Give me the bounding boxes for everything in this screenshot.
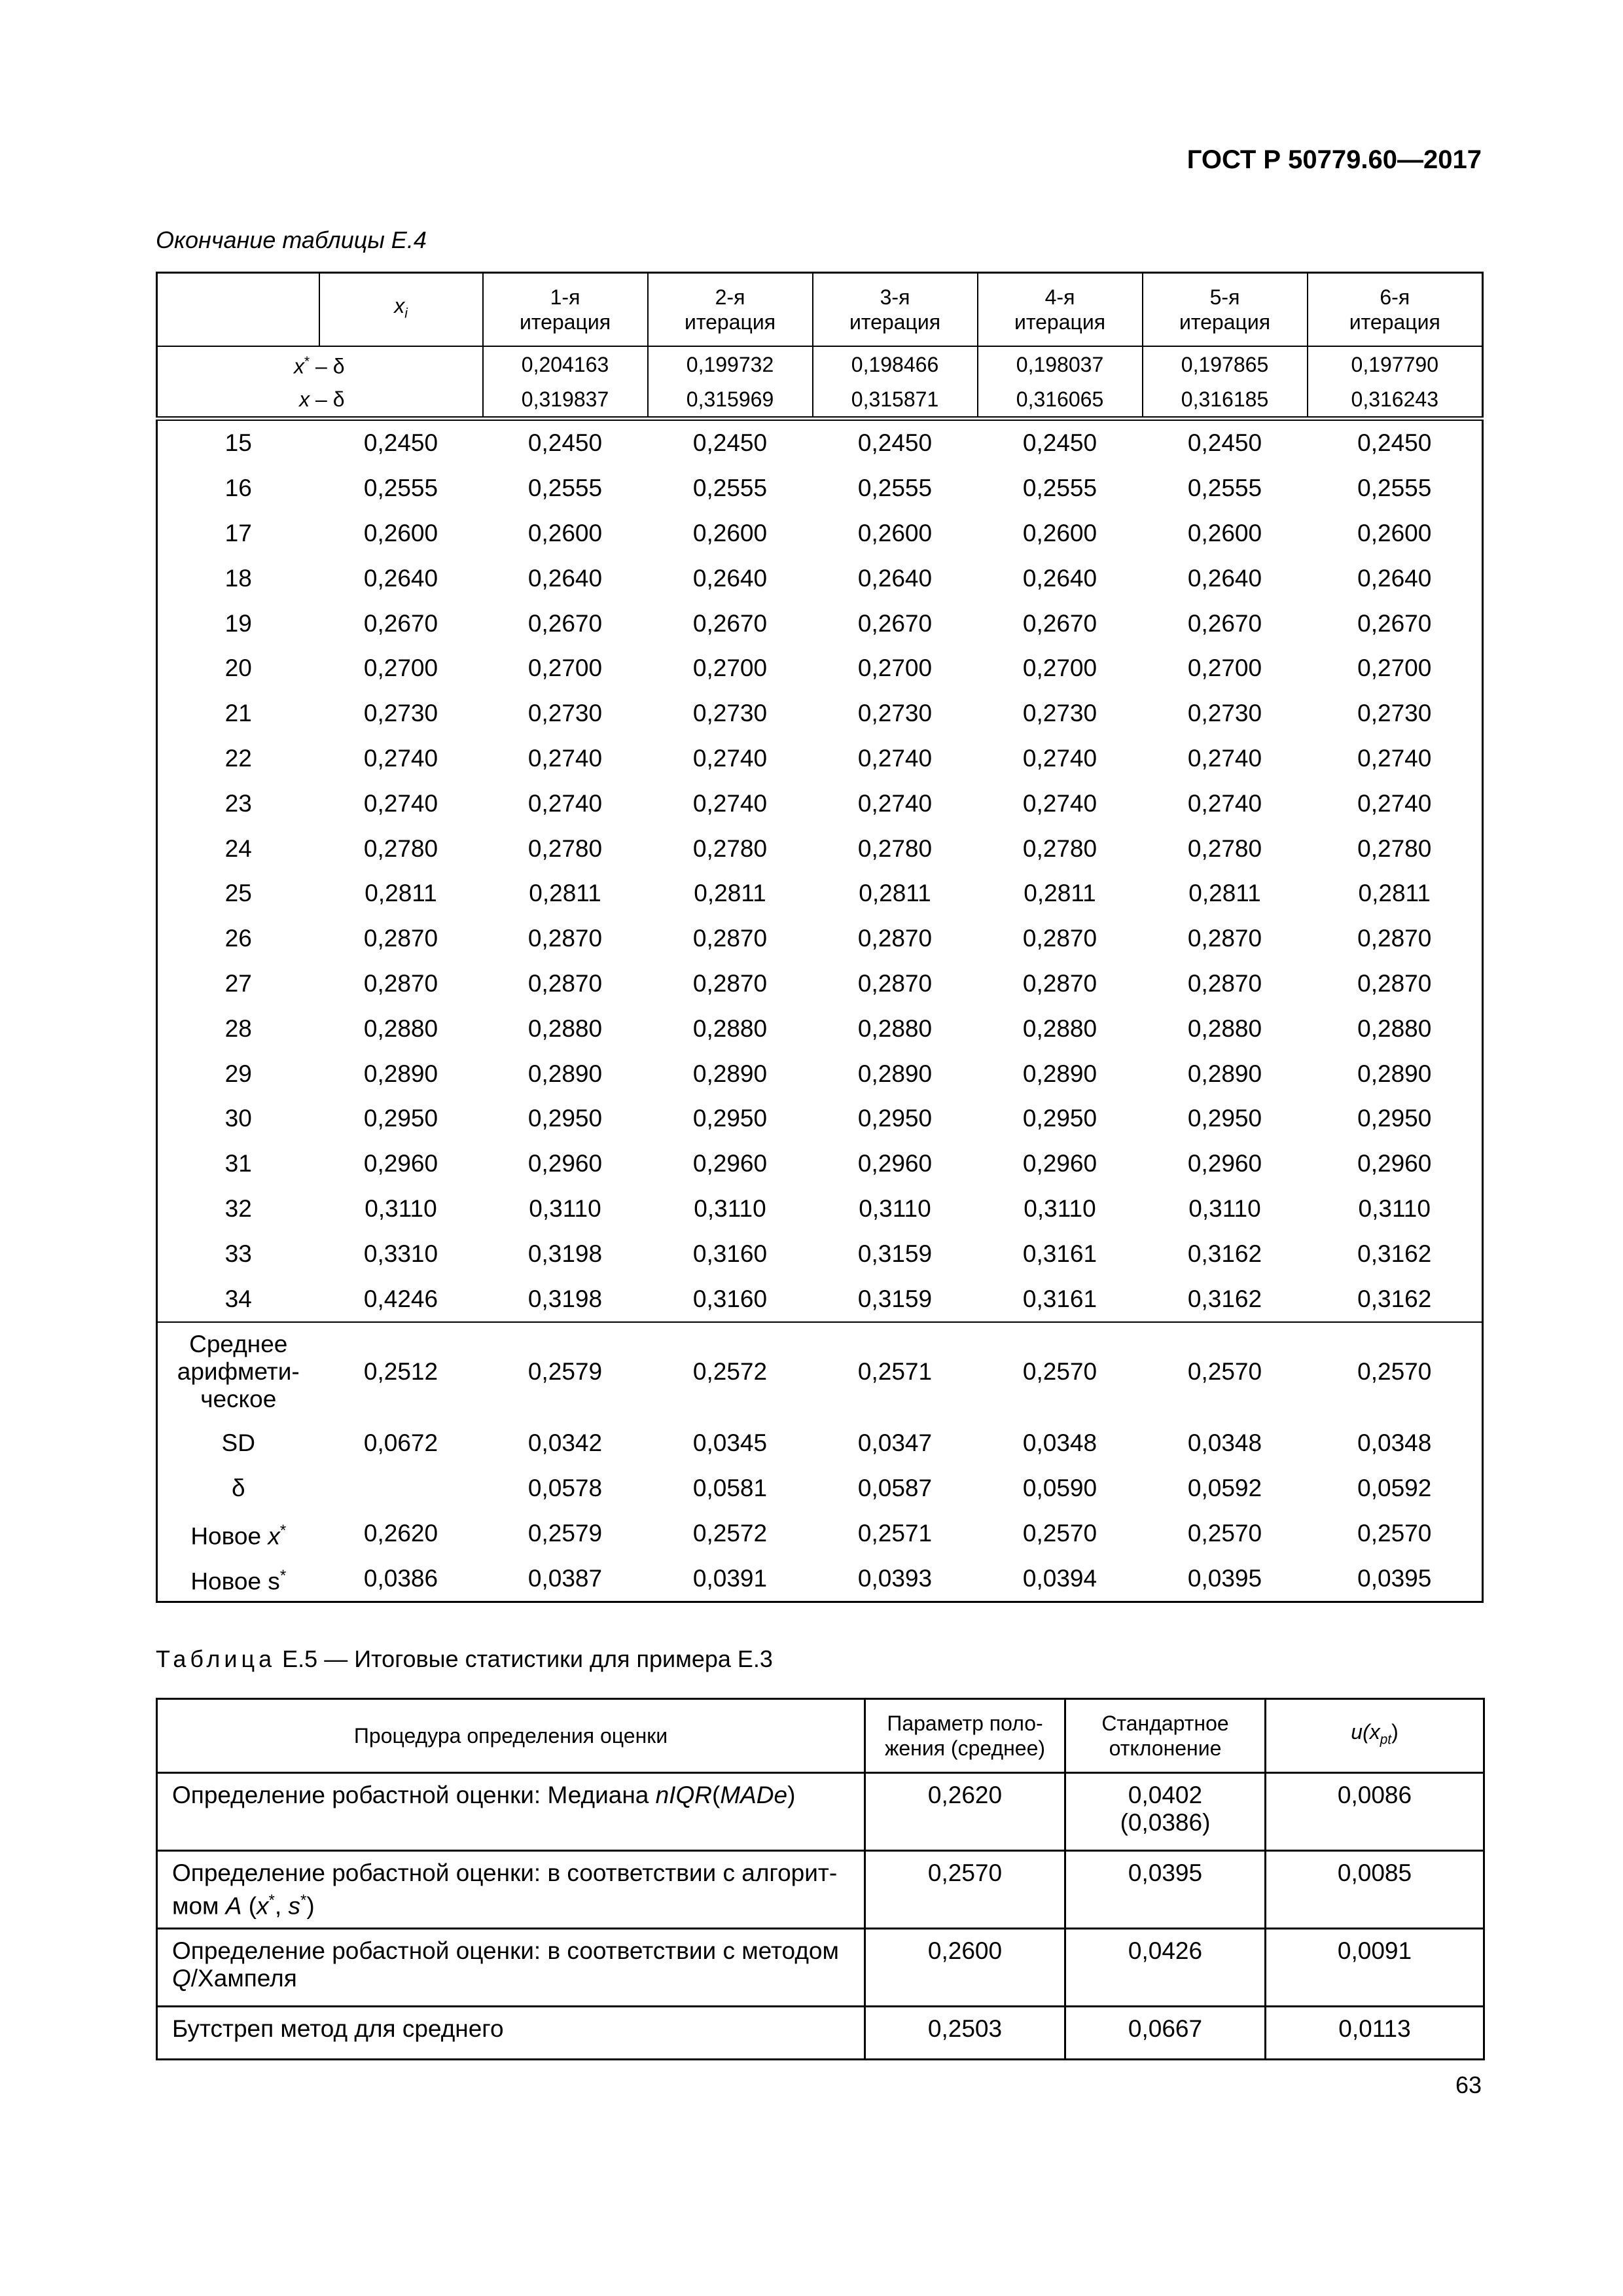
value-cell: 0,3198 <box>527 1240 603 1267</box>
value-cell: 0,2870 <box>1022 925 1097 952</box>
summary-value: 0,2571 <box>813 1322 978 1421</box>
summary-value: 0,0347 <box>857 1429 933 1457</box>
summary-row-new-s <box>157 1556 1483 1602</box>
row-index-cell: 31 <box>224 1150 252 1177</box>
value-cell: 0,3162 <box>1187 1240 1262 1267</box>
table-row <box>157 691 1483 736</box>
table-row <box>157 419 1483 466</box>
value-cell: 0,2700 <box>1187 655 1262 682</box>
value-cell: 0,2670 <box>692 609 768 637</box>
row-index-cell: 20 <box>224 655 252 682</box>
procedure-cell: Бутстреп метод для среднего <box>157 2007 865 2060</box>
table-row <box>157 781 1483 826</box>
summary-value: 0,0345 <box>692 1429 768 1457</box>
value-cell: 0,2555 <box>363 475 438 502</box>
value-cell: 0,2740 <box>527 789 603 817</box>
summary-value: 0,2620 <box>363 1519 438 1547</box>
value-cell: 0,2780 <box>1022 834 1097 862</box>
value-cell: 0,2700 <box>857 655 933 682</box>
delta-value: 0,316185 <box>1143 382 1308 419</box>
table-row <box>157 511 1483 556</box>
sd-cell: 0,0402 (0,0386) <box>1065 1773 1266 1851</box>
summary-row-mean <box>157 1322 1483 1421</box>
header-blank <box>157 273 319 347</box>
summary-label: Среднее арифмети- ческое <box>157 1322 319 1421</box>
value-cell: 0,2600 <box>692 519 768 547</box>
row-index-cell: 23 <box>224 789 252 817</box>
value-cell: 0,3110 <box>1024 1194 1096 1222</box>
value-cell: 0,2890 <box>1187 1060 1262 1087</box>
table-row <box>157 646 1483 691</box>
value-cell: 0,2555 <box>857 475 933 502</box>
table-row <box>157 871 1483 916</box>
delta-value: 0,315871 <box>813 382 978 419</box>
summary-value: 0,0342 <box>527 1429 603 1457</box>
header-location: Параметр поло- жения (среднее) <box>865 1699 1065 1773</box>
procedure-cell: Определение робастной оценки: в соответствии с алгорит- мом A (x*, s*) <box>157 1851 865 1929</box>
delta-value: 0,319837 <box>483 382 648 419</box>
value-cell: 0,2740 <box>1022 744 1097 772</box>
summary-row-sd <box>157 1421 1483 1466</box>
header-iter-5: 5-я итерация <box>1143 273 1308 347</box>
value-cell: 0,2640 <box>1187 564 1262 592</box>
value-cell: 0,2811 <box>1358 880 1431 907</box>
row-index-cell: 24 <box>224 834 252 862</box>
row-index-cell: 19 <box>224 609 252 637</box>
value-cell: 0,2640 <box>1022 564 1097 592</box>
summary-value: 0,2571 <box>857 1519 933 1547</box>
header-u: $u(x_{pt})$ <box>1266 1699 1484 1773</box>
u-cell: 0,0113 <box>1266 2007 1484 2060</box>
summary-value: 0,0391 <box>692 1564 768 1592</box>
value-cell: 0,2880 <box>1187 1014 1262 1042</box>
delta-value: 0,197865 <box>1143 346 1308 382</box>
table-row <box>157 961 1483 1007</box>
value-cell: 0,2730 <box>1357 700 1432 727</box>
value-cell: 0,2640 <box>692 564 768 592</box>
value-cell: 0,2890 <box>1022 1060 1097 1087</box>
value-cell: 0,2600 <box>1357 519 1432 547</box>
delta-value: 0,316243 <box>1308 382 1483 419</box>
delta-value: 0,316065 <box>978 382 1143 419</box>
value-cell: 0,2730 <box>527 700 603 727</box>
summary-value: 0,2572 <box>648 1322 813 1421</box>
summary-value: 0,0578 <box>527 1475 603 1502</box>
procedure-cell: Определение робастной оценки: Медиана nIQR(MADe) <box>157 1773 865 1851</box>
value-cell: 0,2670 <box>1357 609 1432 637</box>
delta-value: 0,204163 <box>483 346 648 382</box>
table-row <box>157 916 1483 961</box>
value-cell: 0,2740 <box>1187 744 1262 772</box>
value-cell: 0,2740 <box>363 789 438 817</box>
procedure-cell: Определение робастной оценки: в соответствии с методом Q/Хампеля <box>157 1929 865 2007</box>
value-cell: 0,2700 <box>363 655 438 682</box>
summary-value: 0,0581 <box>692 1475 768 1502</box>
table-e5-caption: Таблица Е.5 — Итоговые статистики для примера Е.3 <box>156 1645 773 1672</box>
value-cell: 0,3110 <box>1188 1194 1261 1222</box>
value-cell: 0,2780 <box>363 834 438 862</box>
value-cell: 0,3159 <box>857 1240 933 1267</box>
sd-cell: 0,0667 <box>1065 2007 1266 2060</box>
value-cell: 0,3310 <box>363 1240 438 1267</box>
header-iter-1: 1-я итерация <box>483 273 648 347</box>
value-cell: 0,2870 <box>1357 925 1432 952</box>
table-row <box>157 1006 1483 1051</box>
value-cell: 0,2890 <box>363 1060 438 1087</box>
header-iter-4: 4-я итерация <box>978 273 1143 347</box>
summary-value: 0,0387 <box>527 1564 603 1592</box>
value-cell: 0,2670 <box>363 609 438 637</box>
value-cell: 0,2811 <box>1188 880 1261 907</box>
value-cell: 0,2880 <box>692 1014 768 1042</box>
table-row <box>157 1773 1484 1851</box>
header-procedure: Процедура определения оценки <box>157 1699 865 1773</box>
summary-value <box>319 1466 483 1511</box>
location-cell: 0,2600 <box>865 1929 1065 2007</box>
value-cell: 0,2730 <box>1022 700 1097 727</box>
table-row <box>157 1231 1483 1276</box>
location-cell: 0,2570 <box>865 1851 1065 1929</box>
value-cell: 0,2960 <box>692 1150 768 1177</box>
summary-value: 0,0348 <box>1357 1429 1432 1457</box>
summary-label: Новое x* <box>190 1521 287 1550</box>
summary-value: 0,2579 <box>483 1322 648 1421</box>
value-cell: 0,2960 <box>857 1150 933 1177</box>
value-cell: 0,2670 <box>527 609 603 637</box>
value-cell: 0,2950 <box>1022 1105 1097 1132</box>
value-cell: 0,2780 <box>1357 834 1432 862</box>
row-index-cell: 28 <box>224 1014 252 1042</box>
value-cell: 0,2555 <box>527 475 603 502</box>
table-row <box>157 826 1483 871</box>
value-cell: 0,2740 <box>857 789 933 817</box>
value-cell: 0,2670 <box>1022 609 1097 637</box>
summary-value: 0,0348 <box>1187 1429 1262 1457</box>
value-cell: 0,2555 <box>692 475 768 502</box>
header-iter-2: 2-я итерация <box>648 273 813 347</box>
value-cell: 0,2811 <box>694 880 766 907</box>
row-index-cell: 17 <box>224 519 252 547</box>
value-cell: 0,3110 <box>1358 1194 1431 1222</box>
location-cell: 0,2503 <box>865 2007 1065 2060</box>
value-cell: 0,2870 <box>857 925 933 952</box>
value-cell: 0,3162 <box>1187 1285 1262 1312</box>
table-row <box>157 1141 1483 1187</box>
value-cell: 0,2950 <box>363 1105 438 1132</box>
value-cell: 0,2880 <box>1357 1014 1432 1042</box>
sd-cell: 0,0426 <box>1065 1929 1266 2007</box>
table-row <box>157 2007 1484 2060</box>
value-cell: 0,2880 <box>363 1014 438 1042</box>
summary-value: 0,2579 <box>527 1519 603 1547</box>
summary-label: SD <box>221 1429 255 1457</box>
page-number: 63 <box>1455 2072 1482 2098</box>
delta-value: 0,198466 <box>813 346 978 382</box>
value-cell: 0,2730 <box>692 700 768 727</box>
table-row <box>157 1051 1483 1096</box>
delta-label: x – δ <box>157 382 483 419</box>
value-cell: 0,2950 <box>1187 1105 1262 1132</box>
value-cell: 0,3159 <box>857 1285 933 1312</box>
value-cell: 0,2870 <box>527 925 603 952</box>
value-cell: 0,2811 <box>1024 880 1096 907</box>
value-cell: 0,2740 <box>857 744 933 772</box>
value-cell: 0,2450 <box>692 429 768 457</box>
table-row <box>157 1096 1483 1141</box>
value-cell: 0,3161 <box>1022 1240 1097 1267</box>
delta-value: 0,315969 <box>648 382 813 419</box>
value-cell: 0,3162 <box>1357 1240 1432 1267</box>
summary-value: 0,0393 <box>857 1564 933 1592</box>
value-cell: 0,2450 <box>1357 429 1432 457</box>
value-cell: 0,2870 <box>527 969 603 997</box>
value-cell: 0,2950 <box>857 1105 933 1132</box>
value-cell: 0,2640 <box>363 564 438 592</box>
value-cell: 0,2740 <box>1022 789 1097 817</box>
value-cell: 0,2740 <box>527 744 603 772</box>
value-cell: 0,2450 <box>1187 429 1262 457</box>
row-index-cell: 16 <box>224 475 252 502</box>
value-cell: 0,2780 <box>692 834 768 862</box>
value-cell: 0,2811 <box>859 880 931 907</box>
delta-row-upper <box>157 382 1483 419</box>
value-cell: 0,2950 <box>692 1105 768 1132</box>
value-cell: 0,2870 <box>857 969 933 997</box>
value-cell: 0,3110 <box>859 1194 931 1222</box>
row-index-cell: 29 <box>224 1060 252 1087</box>
value-cell: 0,2811 <box>365 880 437 907</box>
value-cell: 0,2960 <box>527 1150 603 1177</box>
value-cell: 0,2780 <box>527 834 603 862</box>
value-cell: 0,3160 <box>692 1240 768 1267</box>
value-cell: 0,2870 <box>363 925 438 952</box>
summary-value: 0,0395 <box>1187 1564 1262 1592</box>
value-cell: 0,2811 <box>529 880 601 907</box>
row-index-cell: 32 <box>224 1194 252 1222</box>
value-cell: 0,2730 <box>857 700 933 727</box>
value-cell: 0,2600 <box>363 519 438 547</box>
standard-designation: ГОСТ Р 50779.60—2017 <box>1186 145 1482 174</box>
summary-label: Новое s* <box>190 1566 287 1594</box>
summary-value: 0,2512 <box>319 1322 483 1421</box>
table-row <box>157 1276 1483 1322</box>
value-cell: 0,2780 <box>1187 834 1262 862</box>
summary-value: 0,0590 <box>1022 1475 1097 1502</box>
summary-value: 0,0592 <box>1187 1475 1262 1502</box>
value-cell: 0,2960 <box>1357 1150 1432 1177</box>
value-cell: 0,2600 <box>1187 519 1262 547</box>
delta-value: 0,199732 <box>648 346 813 382</box>
row-index-cell: 26 <box>224 925 252 952</box>
value-cell: 0,2960 <box>1187 1150 1262 1177</box>
table-row <box>157 601 1483 646</box>
header-xi: $x_i$ <box>319 273 483 347</box>
u-cell: 0,0091 <box>1266 1929 1484 2007</box>
row-index-cell: 33 <box>224 1240 252 1267</box>
value-cell: 0,2740 <box>1357 744 1432 772</box>
table-e4-caption: Окончание таблицы Е.4 <box>156 226 427 253</box>
value-cell: 0,2870 <box>1187 969 1262 997</box>
value-cell: 0,2890 <box>857 1060 933 1087</box>
summary-value: 0,2572 <box>692 1519 768 1547</box>
summary-value: 0,0386 <box>363 1564 438 1592</box>
table-e4-header-row <box>157 273 1483 347</box>
value-cell: 0,2640 <box>857 564 933 592</box>
value-cell: 0,2700 <box>1357 655 1432 682</box>
delta-value: 0,197790 <box>1308 346 1483 382</box>
table-row <box>157 1187 1483 1232</box>
summary-value: 0,0395 <box>1357 1564 1432 1592</box>
value-cell: 0,3110 <box>529 1194 601 1222</box>
summary-row-delta <box>157 1466 1483 1511</box>
value-cell: 0,2730 <box>363 700 438 727</box>
value-cell: 0,2880 <box>857 1014 933 1042</box>
value-cell: 0,3110 <box>694 1194 766 1222</box>
row-index-cell: 30 <box>224 1105 252 1132</box>
row-index-cell: 18 <box>224 564 252 592</box>
value-cell: 0,2450 <box>363 429 438 457</box>
value-cell: 0,3161 <box>1022 1285 1097 1312</box>
value-cell: 0,2740 <box>1187 789 1262 817</box>
value-cell: 0,2700 <box>527 655 603 682</box>
u-cell: 0,0085 <box>1266 1851 1484 1929</box>
summary-value: 0,0348 <box>1022 1429 1097 1457</box>
delta-row-lower <box>157 346 1483 382</box>
value-cell: 0,2700 <box>692 655 768 682</box>
value-cell: 0,2960 <box>1022 1150 1097 1177</box>
value-cell: 0,2555 <box>1022 475 1097 502</box>
row-index-cell: 34 <box>224 1285 252 1312</box>
summary-value: 0,2570 <box>978 1322 1143 1421</box>
table-row <box>157 736 1483 781</box>
value-cell: 0,2670 <box>1187 609 1262 637</box>
table-row <box>157 1851 1484 1929</box>
value-cell: 0,2670 <box>857 609 933 637</box>
summary-value: 0,0672 <box>363 1429 438 1457</box>
table-e4 <box>156 272 1484 1603</box>
value-cell: 0,2870 <box>1022 969 1097 997</box>
u-cell: 0,0086 <box>1266 1773 1484 1851</box>
value-cell: 0,2870 <box>1187 925 1262 952</box>
value-cell: 0,2640 <box>527 564 603 592</box>
header-sd: Стандартное отклонение <box>1065 1699 1266 1773</box>
value-cell: 0,2555 <box>1187 475 1262 502</box>
value-cell: 0,3160 <box>692 1285 768 1312</box>
summary-label: δ <box>231 1475 245 1502</box>
value-cell: 0,2740 <box>363 744 438 772</box>
value-cell: 0,2450 <box>1022 429 1097 457</box>
row-index-cell: 21 <box>224 700 252 727</box>
value-cell: 0,2450 <box>857 429 933 457</box>
summary-value: 0,2570 <box>1143 1322 1308 1421</box>
value-cell: 0,2890 <box>1357 1060 1432 1087</box>
summary-value: 0,0592 <box>1357 1475 1432 1502</box>
value-cell: 0,2950 <box>1357 1105 1432 1132</box>
header-iter-3: 3-я итерация <box>813 273 978 347</box>
value-cell: 0,2880 <box>1022 1014 1097 1042</box>
summary-value: 0,2570 <box>1022 1519 1097 1547</box>
value-cell: 0,2700 <box>1022 655 1097 682</box>
value-cell: 0,2890 <box>527 1060 603 1087</box>
value-cell: 0,2950 <box>527 1105 603 1132</box>
table-row <box>157 466 1483 511</box>
value-cell: 0,2600 <box>857 519 933 547</box>
value-cell: 0,2740 <box>692 789 768 817</box>
value-cell: 0,4246 <box>363 1285 438 1312</box>
summary-row-new-x <box>157 1511 1483 1556</box>
table-e5 <box>156 1698 1485 2060</box>
value-cell: 0,3162 <box>1357 1285 1432 1312</box>
summary-value: 0,0587 <box>857 1475 933 1502</box>
value-cell: 0,2870 <box>692 925 768 952</box>
row-index-cell: 22 <box>224 744 252 772</box>
value-cell: 0,2740 <box>692 744 768 772</box>
sd-cell: 0,0395 <box>1065 1851 1266 1929</box>
row-index-cell: 27 <box>224 969 252 997</box>
location-cell: 0,2620 <box>865 1773 1065 1851</box>
row-index-cell: 25 <box>224 880 252 907</box>
value-cell: 0,2960 <box>363 1150 438 1177</box>
table-e5-header-row <box>157 1699 1484 1773</box>
value-cell: 0,3198 <box>527 1285 603 1312</box>
value-cell: 0,2870 <box>692 969 768 997</box>
table-row <box>157 556 1483 601</box>
value-cell: 0,2870 <box>1357 969 1432 997</box>
summary-value: 0,0394 <box>1022 1564 1097 1592</box>
delta-label: x* – δ <box>157 346 483 382</box>
header-iter-6: 6-я итерация <box>1308 273 1483 347</box>
summary-value: 0,2570 <box>1357 1519 1432 1547</box>
value-cell: 0,2555 <box>1357 475 1432 502</box>
value-cell: 0,2870 <box>363 969 438 997</box>
table-row <box>157 1929 1484 2007</box>
value-cell: 0,2780 <box>857 834 933 862</box>
value-cell: 0,2600 <box>1022 519 1097 547</box>
value-cell: 0,3110 <box>365 1194 437 1222</box>
value-cell: 0,2890 <box>692 1060 768 1087</box>
value-cell: 0,2730 <box>1187 700 1262 727</box>
value-cell: 0,2450 <box>527 429 603 457</box>
value-cell: 0,2740 <box>1357 789 1432 817</box>
summary-value: 0,2570 <box>1308 1322 1483 1421</box>
summary-value: 0,2570 <box>1187 1519 1262 1547</box>
delta-value: 0,198037 <box>978 346 1143 382</box>
value-cell: 0,2880 <box>527 1014 603 1042</box>
row-index-cell: 15 <box>224 429 252 457</box>
value-cell: 0,2600 <box>527 519 603 547</box>
value-cell: 0,2640 <box>1357 564 1432 592</box>
